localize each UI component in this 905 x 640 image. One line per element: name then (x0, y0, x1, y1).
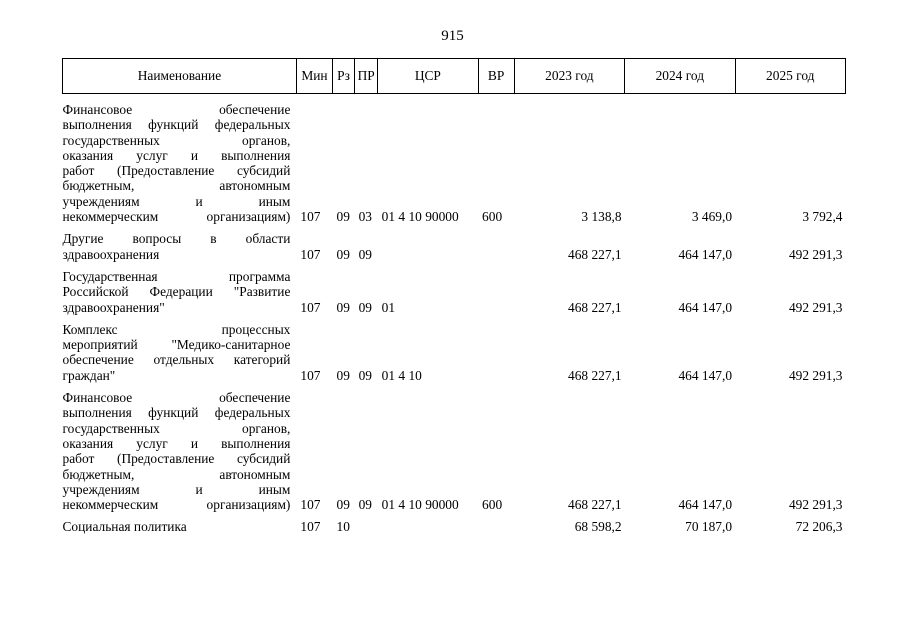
cell-min: 107 (300, 519, 321, 535)
cell-csr: 01 4 10 90000 (381, 209, 459, 225)
cell-pr: 09 (358, 497, 372, 513)
cell-rz: 09 (336, 497, 350, 513)
cell-min: 107 (300, 367, 321, 383)
name-line: мероприятий "Медико-санитарное (62, 337, 291, 353)
name-line: государственных органов, (62, 132, 291, 148)
cell-vr: 600 (482, 209, 503, 225)
cell-pr: 03 (358, 209, 372, 225)
cell-csr (378, 519, 478, 541)
cell-csr: 01 4 10 90000 (381, 497, 459, 513)
name-line: Государственная программа (62, 268, 291, 284)
name-line: здравоохранения (62, 246, 160, 262)
cell-2023: 3 138,8 (581, 209, 622, 225)
cell-min: 107 (300, 497, 321, 513)
header-csr: ЦСР (378, 59, 478, 94)
name-line: работ (Предоставление субсидий (62, 451, 291, 467)
name-line: граждан" (62, 367, 116, 383)
cell-2025: 72 206,3 (795, 519, 843, 535)
table-row (63, 269, 846, 322)
name-line: учреждениям и иным (62, 481, 291, 497)
cell-pr: 09 (358, 367, 372, 383)
budget-table (62, 58, 846, 542)
header-rz: Рз (333, 59, 355, 94)
cell-2023: 468 227,1 (568, 367, 622, 383)
cell-rz: 09 (336, 246, 350, 262)
cell-csr (378, 231, 478, 269)
header-name: Наименование (63, 59, 297, 94)
cell-2023: 468 227,1 (568, 246, 622, 262)
cell-rz: 09 (336, 367, 350, 383)
cell-rz: 09 (336, 299, 350, 315)
table-row (63, 231, 846, 269)
table-row (63, 94, 846, 232)
cell-pr: 09 (358, 246, 372, 262)
cell-2024: 3 469,0 (691, 209, 733, 225)
cell-name (63, 269, 297, 322)
cell-2024: 464 147,0 (678, 367, 733, 383)
name-line: государственных органов, (62, 420, 291, 436)
cell-rz: 10 (336, 519, 350, 535)
cell-2023: 468 227,1 (568, 497, 622, 513)
name-line: Другие вопросы в области (62, 231, 291, 247)
name-line: учреждениям и иным (62, 193, 291, 209)
name-line: оказания услуг и выполнения (62, 147, 291, 163)
name-line: Социальная политика (62, 519, 187, 535)
cell-2025: 492 291,3 (788, 497, 843, 513)
cell-2023: 468 227,1 (568, 299, 622, 315)
header-pr: ПР (355, 59, 378, 94)
cell-vr: 600 (482, 497, 503, 513)
table-body (63, 94, 846, 542)
cell-vr (478, 231, 514, 269)
name-line: обеспечение отдельных категорий (62, 352, 291, 368)
page-number: 915 (441, 28, 464, 44)
cell-vr (478, 269, 514, 322)
name-line: Финансовое обеспечение (62, 102, 291, 117)
name-line: Финансовое обеспечение (62, 390, 291, 406)
name-line: Российской Федерации "Развитие (62, 284, 291, 300)
header-min: Мин (296, 59, 332, 94)
cell-min: 107 (300, 299, 321, 315)
name-line: работ (Предоставление субсидий (62, 163, 291, 179)
cell-vr (478, 322, 514, 390)
cell-name (63, 231, 297, 269)
header-2025: 2025 год (735, 59, 845, 94)
cell-min: 107 (300, 246, 321, 262)
name-line: некоммерческим организациям) (62, 209, 291, 225)
table-header-row (63, 59, 846, 94)
table-row (63, 322, 846, 390)
cell-name (63, 94, 297, 232)
cell-2024: 464 147,0 (678, 497, 733, 513)
cell-2024: 70 187,0 (685, 519, 733, 535)
name-line: здравоохранения" (62, 299, 165, 315)
cell-2025: 492 291,3 (788, 246, 843, 262)
cell-rz: 09 (336, 209, 350, 225)
header-2024: 2024 год (625, 59, 735, 94)
name-line: бюджетным, автономным (62, 466, 291, 482)
cell-name (63, 322, 297, 390)
cell-2023: 68 598,2 (574, 519, 622, 535)
cell-csr: 01 4 10 (381, 367, 422, 383)
table-row (63, 519, 846, 541)
cell-2025: 3 792,4 (802, 209, 843, 225)
cell-min: 107 (300, 209, 321, 225)
name-line: некоммерческим организациям) (62, 497, 291, 513)
name-line: бюджетным, автономным (62, 178, 291, 194)
cell-name (63, 519, 297, 541)
cell-2024: 464 147,0 (678, 246, 733, 262)
cell-pr: 09 (358, 299, 372, 315)
cell-2025: 492 291,3 (788, 367, 843, 383)
name-line: выполнения функций федеральных (62, 405, 291, 421)
cell-2025: 492 291,3 (788, 299, 843, 315)
table-row (63, 390, 846, 519)
name-line: оказания услуг и выполнения (62, 435, 291, 451)
cell-2024: 464 147,0 (678, 299, 733, 315)
name-line: Комплекс процессных (62, 321, 291, 337)
name-line: выполнения функций федеральных (62, 117, 291, 133)
header-vr: ВР (478, 59, 514, 94)
cell-vr (478, 519, 514, 541)
cell-pr (355, 519, 378, 541)
cell-csr: 01 (381, 299, 396, 315)
header-2023: 2023 год (514, 59, 624, 94)
cell-name (63, 390, 297, 519)
